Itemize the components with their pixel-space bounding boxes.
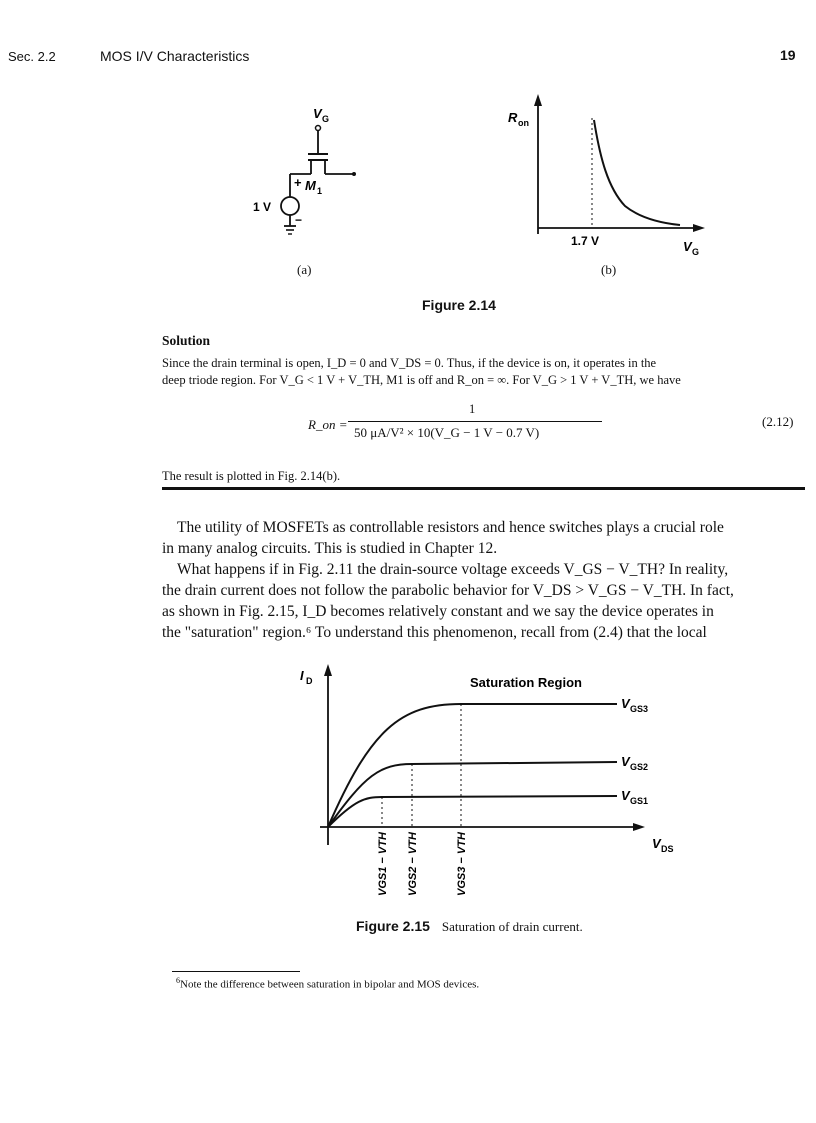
ron-curve (594, 120, 680, 225)
footnote (176, 976, 479, 991)
paragraph-2-line-2: the drain current does not follow the parabolic behavior for V_DS > V_GS − V_TH. In fact, (162, 582, 734, 599)
gate-label-sub: G (322, 114, 330, 124)
running-title: MOS I/V Characteristics (100, 48, 250, 64)
figure-2-14a-sublabel: (a) (297, 262, 312, 277)
transistor-label: M (305, 178, 316, 193)
figure-2-14b-plot (490, 88, 730, 258)
y-axis-arrow (324, 664, 332, 676)
figure-2-14a-circuit (245, 100, 375, 250)
equation-lhs: R_on = (308, 417, 348, 432)
solution-end-rule (162, 487, 805, 490)
paragraph-2-line-3: as shown in Fig. 2.15, I_D becomes relatively constant and we say the device operates in (162, 603, 714, 620)
vgs3-label-sub: GS3 (630, 704, 649, 714)
paragraph-1-line-2: in many analog circuits. This is studied in Chapter 12. (162, 540, 498, 557)
solution-result: The result is plotted in Fig. 2.14(b). (162, 469, 341, 483)
footnote-mark: 6 (176, 976, 180, 985)
equation-numerator: 1 (469, 402, 476, 416)
equation-number: (2.12) (762, 414, 794, 429)
saturation-region-label: Saturation Region (470, 675, 582, 690)
solution-line-1: Since the drain terminal is open, I_D = 0 and V_DS = 0. Thus, if the device is on, it operates in the (162, 356, 657, 370)
source-plus: + (294, 175, 302, 190)
paragraph-1-line-1: The utility of MOSFETs as controllable resistors and hence switches plays a crucial role (177, 519, 724, 536)
figure-2-14b-sublabel: (b) (601, 262, 617, 277)
id-axis-label: I (300, 668, 304, 683)
tick-label-vgs1-vth: VGS1 − VTH (377, 832, 389, 896)
y-axis-arrow (534, 94, 542, 106)
ron-axis-label-sub: on (518, 118, 529, 128)
section-number: Sec. 2.2 (8, 49, 56, 64)
gate-label: V (313, 106, 322, 121)
solution-line-2: deep triode region. For V_G < 1 V + V_TH, M1 is off and R_on = ∞. For V_G > 1 V + V_TH, we have (162, 373, 681, 387)
paragraph-2-line-4: the "saturation" region.⁶ To understand this phenomenon, recall from (2.4) that the local (162, 624, 707, 641)
vgs1-label-sub: GS1 (630, 796, 649, 806)
x-axis-arrow (693, 224, 705, 232)
equation-denominator: 50 μA/V² × 10(V_G − 1 V − 0.7 V) (354, 425, 540, 440)
figure-2-15-plot (280, 660, 690, 910)
vds-axis-label-sub: DS (661, 844, 674, 854)
vg-axis-label: V (683, 239, 692, 254)
equation-fraction-bar (348, 421, 602, 422)
footnote-text: Note the difference between saturation in bipolar and MOS devices. (180, 978, 480, 991)
tick-1-7v: 1.7 V (571, 234, 600, 248)
curve-vgs1 (328, 796, 617, 827)
solution-heading: Solution (162, 333, 211, 348)
vg-axis-label-sub: G (692, 247, 700, 257)
paragraph-2-line-1: What happens if in Fig. 2.11 the drain-source voltage exceeds V_GS − V_TH? In reality, (177, 561, 729, 578)
figure-2-15-caption-label: Figure 2.15 (356, 918, 430, 934)
vgs1-label: V (621, 788, 630, 803)
source-value: 1 V (253, 200, 272, 214)
ron-axis-label: R (508, 110, 518, 125)
vgs2-label-sub: GS2 (630, 762, 649, 772)
figure-2-15-caption-text: Saturation of drain current. (441, 919, 583, 934)
figure-2-15-caption (356, 918, 583, 936)
x-axis-arrow (633, 823, 645, 831)
tick-label-vgs3-vth: VGS3 − VTH (456, 832, 468, 896)
figure-2-14-caption: Figure 2.14 (422, 297, 496, 313)
curve-vgs2 (328, 762, 617, 827)
page-number: 19 (780, 47, 796, 63)
vgs2-label: V (621, 754, 630, 769)
curve-vgs3 (328, 704, 617, 827)
vds-axis-label: V (652, 836, 661, 851)
vgs3-label: V (621, 696, 630, 711)
transistor-label-sub: 1 (317, 186, 323, 196)
source-minus: − (295, 213, 303, 227)
id-axis-label-sub: D (306, 676, 313, 686)
tick-label-vgs2-vth: VGS2 − VTH (407, 832, 419, 896)
footnote-rule (172, 971, 300, 972)
